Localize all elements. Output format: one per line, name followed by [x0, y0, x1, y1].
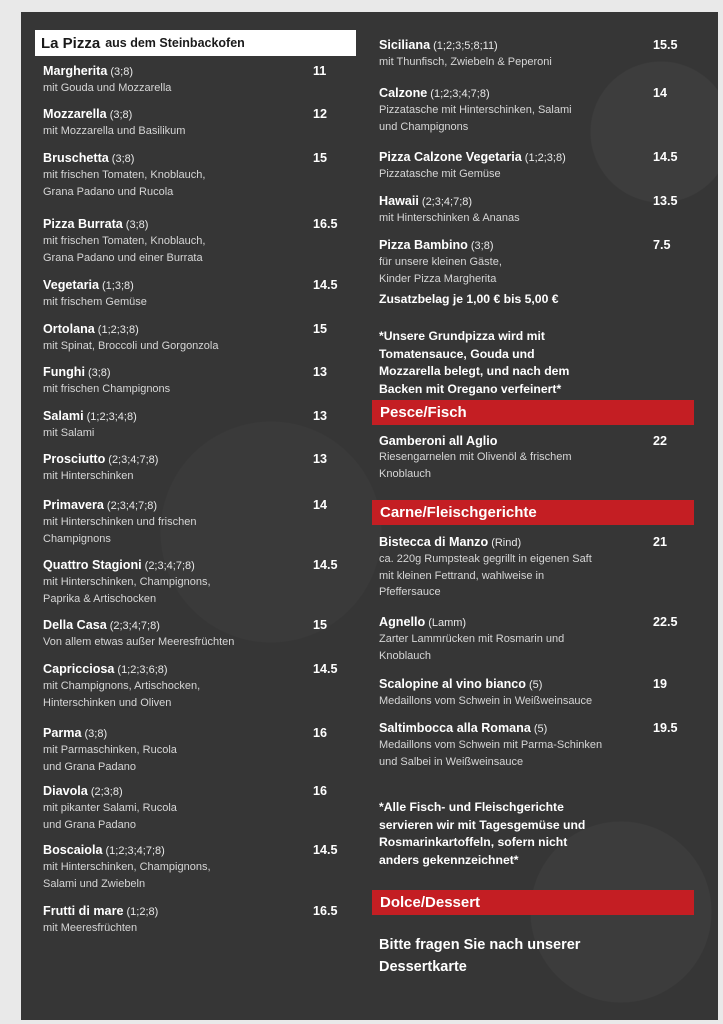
menu-item-description: Grana Padano und einer Burrata [43, 251, 203, 264]
menu-item-allergen-codes: (1;2;3;4;8) [86, 411, 137, 423]
menu-item-title [43, 278, 353, 294]
extra-topping-note: Zusatzbelag je 1,00 € bis 5,00 € [379, 292, 559, 306]
menu-item [379, 194, 689, 227]
menu-item-name: Della Casa [43, 618, 107, 632]
menu-item [43, 64, 353, 97]
menu-item-allergen-codes: (2;3;4;7;8) [421, 196, 473, 208]
menu-item-description: mit Mozzarella und Basilikum [43, 125, 186, 137]
menu-item-description: Medaillons vom Schwein mit Parma-Schinken [379, 739, 603, 751]
menu-item-description: mit pikanter Salami, Rucola [43, 802, 177, 814]
menu-item-name: Salami [43, 409, 84, 423]
menu-item-price: 19.5 [653, 721, 678, 735]
menu-item-price: 13 [313, 409, 328, 423]
menu-item-description: ca. 220g Rumpsteak gegrillt in eigenen Saft [379, 553, 592, 565]
menu-item-price: 13 [313, 452, 328, 466]
menu-item [43, 217, 353, 266]
meat-section-title: Carne/Fleischgerichte [380, 504, 537, 521]
menu-item-name: Siciliana [379, 38, 431, 52]
dessert-section-header [372, 890, 694, 915]
menu-item-allergen-codes: (3;8) [109, 109, 133, 121]
menu-item-name: Boscaiola [43, 843, 103, 857]
menu-item-description: mit Gouda und Mozzarella [43, 82, 172, 94]
menu-item-title [379, 86, 689, 102]
menu-item-name: Parma [43, 726, 82, 740]
menu-item [43, 278, 353, 311]
menu-item-description: Kinder Pizza Margherita [379, 272, 497, 285]
menu-item-price: 16 [313, 726, 328, 740]
menu-item-name: Pizza Calzone Vegetaria [379, 150, 522, 164]
menu-item-title [43, 107, 353, 123]
menu-item-title [379, 150, 689, 166]
fish-section-title: Pesce/Fisch [380, 404, 467, 421]
meat-note-line: *Alle Fisch- und Fleischgerichte [379, 800, 564, 814]
menu-item-allergen-codes: (1;3;8) [102, 280, 134, 292]
menu-item-allergen-codes: (2;3;4;7;8) [108, 454, 159, 466]
menu-item-name: Pizza Bambino [379, 238, 468, 252]
menu-item-allergen-codes: (1;2;3;4;7;8) [105, 845, 165, 857]
menu-item-description: für unsere kleinen Gäste, [379, 256, 502, 268]
menu-item-allergen-codes: (5) [533, 723, 548, 735]
pizza-note-line: Tomatensauce, Gouda und [379, 346, 535, 361]
menu-item-description: Knoblauch [379, 467, 431, 480]
menu-item-price: 12 [313, 107, 328, 121]
menu-item-name: Quattro Stagioni [43, 558, 142, 572]
menu-item-description: Hinterschinken und Oliven [43, 696, 172, 709]
menu-item-price: 14 [313, 498, 328, 512]
menu-item [43, 618, 353, 651]
menu-item-allergen-codes: (3;8) [125, 219, 149, 231]
menu-item-title [43, 409, 353, 425]
menu-item [379, 615, 689, 664]
menu-item-price: 13.5 [653, 194, 678, 208]
menu-item [379, 150, 689, 183]
menu-item-description: mit frischem Gemüse [43, 296, 147, 308]
menu-item [379, 434, 689, 482]
menu-item-price: 14.5 [653, 150, 678, 164]
menu-item-name: Bistecca di Manzo [379, 535, 489, 549]
menu-item-price: 13 [313, 365, 328, 379]
menu-item-name: Mozzarella [43, 107, 107, 121]
menu-item-price: 11 [313, 64, 327, 78]
dessert-text-line: Bitte fragen Sie nach unserer [379, 937, 581, 953]
pizza-note-block [379, 328, 569, 398]
menu-item-description: Paprika & Artischocken [43, 592, 157, 605]
menu-item-description: und Salbei in Weißweinsauce [379, 755, 524, 768]
menu-item [379, 86, 689, 135]
menu-item-description: mit Hinterschinken und frischen [43, 516, 197, 528]
menu-item-price: 14.5 [313, 558, 338, 572]
menu-item-description: mit Hinterschinken [43, 470, 134, 482]
menu-item-price: 15.5 [653, 38, 678, 52]
menu-item-name: Capricciosa [43, 662, 115, 676]
menu-item-price: 14.5 [313, 662, 338, 676]
menu-item-title [379, 38, 689, 54]
menu-item [379, 238, 689, 287]
menu-item-price: 14 [653, 86, 668, 100]
menu-item-price: 22 [653, 434, 668, 448]
menu-item-description: mit Meeresfrüchten [43, 922, 138, 934]
menu-item-allergen-codes: (2;3;4;7;8) [106, 500, 158, 512]
menu-item-allergen-codes: (3;8) [110, 66, 134, 78]
menu-item-description: Grana Padano und Rucola [43, 185, 174, 198]
menu-item [379, 38, 689, 71]
menu-item-price: 16 [313, 784, 328, 798]
menu-item-description: Medaillons vom Schwein in Weißweinsauce [379, 695, 593, 707]
meat-note-line: Rosmarinkartoffeln, sofern nicht [379, 835, 568, 849]
menu-item-price: 19 [653, 677, 668, 691]
menu-item-description: und Champignons [379, 120, 469, 133]
menu-item-allergen-codes: (2;3;4;7;8) [109, 620, 160, 632]
menu-item [43, 409, 353, 442]
menu-item-title [43, 151, 353, 167]
menu-item-title [43, 662, 353, 678]
menu-item-description: mit Hinterschinken, Champignons, [43, 861, 211, 873]
menu-item-description: Von allem etwas außer Meeresfrüchten [43, 636, 235, 648]
menu-item-title [379, 194, 689, 210]
menu-item-title [379, 535, 689, 551]
menu-item-description: mit Hinterschinken, Champignons, [43, 576, 211, 588]
menu-item [379, 535, 689, 601]
menu-item-title [43, 64, 353, 80]
menu-item-price: 15 [313, 151, 328, 165]
menu-item-price: 14.5 [313, 843, 338, 857]
menu-item-name: Frutti di mare [43, 904, 124, 918]
menu-item [43, 662, 353, 711]
menu-item-title [43, 365, 353, 381]
menu-item-title [43, 904, 353, 920]
menu-item-name: Saltimbocca alla Romana [379, 721, 531, 735]
menu-item-description: Zarter Lammrücken mit Rosmarin und [379, 633, 565, 645]
menu-item-title [43, 452, 353, 468]
menu-item-name: Prosciutto [43, 452, 106, 466]
menu-item-description: Pizzatasche mit Gemüse [379, 168, 501, 180]
menu-item [43, 784, 353, 833]
menu-item-price: 15 [313, 322, 328, 336]
menu-item [43, 498, 353, 547]
menu-item-price: 21 [653, 535, 668, 549]
pizza-note-line: Backen mit Oregano verfeinert* [379, 381, 562, 396]
menu-item-description: Knoblauch [379, 649, 431, 662]
menu-item-title [43, 726, 353, 742]
menu-item-description: mit Thunfisch, Zwiebeln & Peperoni [379, 56, 552, 68]
menu-item-description: mit kleinen Fettrand, wahlweise in [379, 569, 545, 582]
menu-item-price: 16.5 [313, 904, 338, 918]
menu-item-allergen-codes: (1;2;3;8) [97, 324, 139, 336]
menu-item-price: 16.5 [313, 217, 338, 231]
menu-item-description: und Grana Padano [43, 818, 136, 831]
meat-note-block [379, 799, 585, 869]
menu-item-description: Pizzatasche mit Hinterschinken, Salami [379, 104, 572, 116]
menu-item-name: Vegetaria [43, 278, 100, 292]
menu-item [43, 322, 353, 355]
menu-item-allergen-codes: (3;8) [84, 728, 108, 740]
menu-item-name: Pizza Burrata [43, 217, 123, 231]
menu-item-name: Hawaii [379, 194, 419, 208]
menu-item-name: Ortolana [43, 322, 95, 336]
menu-item-title [379, 238, 689, 254]
dessert-text-block [379, 934, 580, 978]
menu-item-name: Primavera [43, 498, 104, 512]
menu-item-allergen-codes: (5) [528, 679, 543, 691]
menu-item-description: mit Salami [43, 427, 95, 439]
menu-item [43, 107, 353, 140]
menu-item-title [43, 217, 353, 233]
menu-item-allergen-codes: (3;8) [111, 153, 135, 165]
menu-item-title [379, 434, 689, 449]
menu-item-title [379, 615, 689, 631]
menu-item-description: mit Parmaschinken, Rucola [43, 744, 177, 756]
menu-item-allergen-codes: (2;3;4;7;8) [144, 560, 195, 572]
menu-item-description: mit Spinat, Broccoli und Gorgonzola [43, 340, 219, 352]
menu-item-allergen-codes: (1;2;3;4;7;8) [430, 88, 490, 100]
menu-page [21, 12, 718, 1020]
menu-item-name: Scalopine al vino bianco [379, 677, 526, 691]
menu-item-allergen-codes: (1;2;3;5;8;11) [433, 40, 498, 52]
menu-item-name: Gamberoni all Aglio [379, 434, 498, 448]
menu-item-description: mit Champignons, Artischocken, [43, 680, 201, 692]
menu-item-name: Margherita [43, 64, 108, 78]
menu-item-title [43, 843, 353, 859]
menu-item [43, 904, 353, 937]
menu-item [43, 151, 353, 200]
menu-item-name: Calzone [379, 86, 428, 100]
menu-item-name: Funghi [43, 365, 85, 379]
menu-item [379, 677, 689, 710]
menu-item-description: Salami und Zwiebeln [43, 877, 146, 890]
fish-section-header [372, 400, 694, 425]
menu-item-allergen-codes: (Lamm) [428, 617, 467, 629]
menu-item-price: 7.5 [653, 238, 671, 252]
menu-item [43, 452, 353, 485]
menu-item-name: Agnello [379, 615, 426, 629]
pizza-section-subtitle: aus dem Steinbackofen [105, 36, 245, 50]
menu-item-allergen-codes: (Rind) [491, 537, 522, 549]
pizza-note-line: *Unsere Grundpizza wird mit [379, 329, 545, 343]
menu-item-allergen-codes: (3;8) [87, 367, 111, 379]
meat-note-line: servieren wir mit Tagesgemüse und [379, 817, 586, 832]
pizza-section-header [35, 30, 356, 56]
menu-item-allergen-codes: (1;2;3;6;8) [117, 664, 168, 676]
menu-item-title [379, 677, 689, 693]
menu-item-description: Champignons [43, 532, 111, 545]
pizza-note-line: Mozzarella belegt, und nach dem [379, 364, 570, 378]
menu-item-price: 14.5 [313, 278, 338, 292]
menu-item-name: Bruschetta [43, 151, 109, 165]
menu-item-title [43, 784, 353, 800]
menu-item-allergen-codes: (1;2;3;8) [524, 152, 566, 164]
meat-section-header [372, 500, 694, 525]
menu-item [379, 721, 689, 770]
pizza-section-title: La Pizza [41, 34, 101, 52]
menu-item-title [43, 618, 353, 634]
dessert-text-line: Dessertkarte [379, 959, 467, 975]
menu-item-title [43, 558, 353, 574]
menu-item-description: mit frischen Tomaten, Knoblauch, [43, 235, 206, 247]
menu-item-description: mit frischen Tomaten, Knoblauch, [43, 169, 206, 181]
menu-item-allergen-codes: (3;8) [470, 240, 494, 252]
menu-item-price: 15 [313, 618, 328, 632]
menu-item [43, 558, 353, 607]
menu-item-allergen-codes: (1;2;8) [126, 906, 159, 918]
menu-item [43, 843, 353, 892]
menu-item-title [379, 721, 689, 737]
dessert-section-title: Dolce/Dessert [380, 894, 481, 911]
menu-item [43, 726, 353, 775]
menu-item-name: Diavola [43, 784, 88, 798]
menu-item-title [43, 498, 353, 514]
meat-note-line: anders gekennzeichnet* [379, 852, 519, 867]
menu-item-description: mit frischen Champignons [43, 383, 171, 395]
menu-item-description: Riesengarnelen mit Olivenöl & frischem [379, 451, 572, 463]
menu-item-description: Pfeffersauce [379, 586, 441, 598]
menu-item-price: 22.5 [653, 615, 678, 629]
menu-item-allergen-codes: (2;3;8) [90, 786, 123, 798]
menu-item-description: und Grana Padano [43, 760, 136, 773]
menu-item [43, 365, 353, 398]
menu-item-description: mit Hinterschinken & Ananas [379, 212, 520, 224]
menu-item-title [43, 322, 353, 338]
